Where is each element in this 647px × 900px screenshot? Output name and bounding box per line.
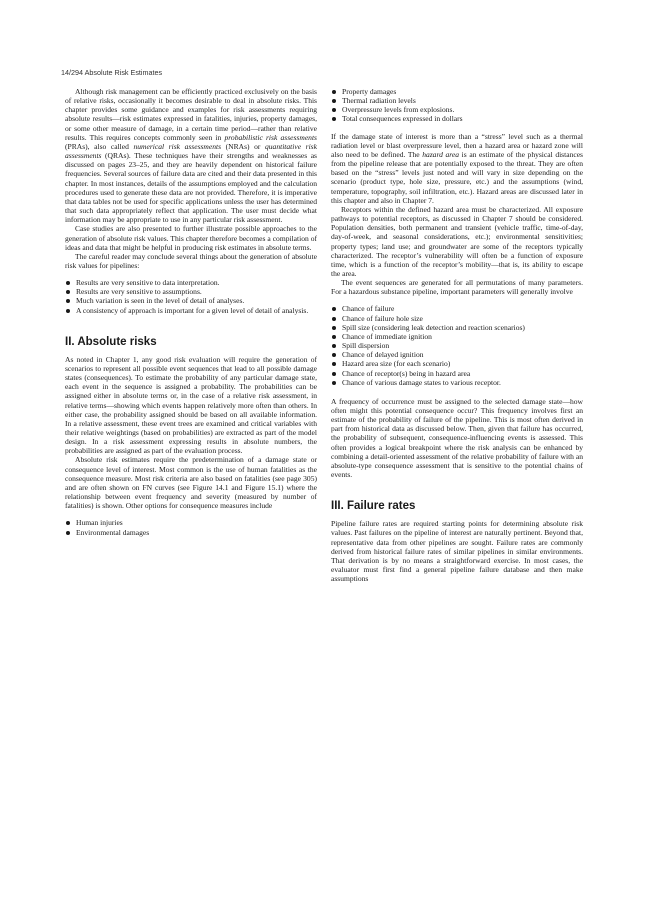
- intro-paragraph: Although risk management can be efficiently practiced exclusively on the basis of relative risks, occasionally it becomes desirable to deal in absolute risks. This chapter provides some guidance and examples for risk assessments requiring absolute results—risk estimates expressed in fatalities, injuries, property damages, or some other measure of damage, in a certain time period—rather than relative results. This requires concepts commonly seen in probabilistic risk assessments (PRAs), also called numerical risk assessments (NRAs) or quantitative risk assessments (QRAs). These techniques have their strengths and weaknesses as discussed on pages 23–25, and they are heavily dependent on historical failure frequencies. Several sources of failure data are cited and their data presented in this chapter. In most instances, details of the assumptions employed and the calculation procedures used to generate these data are not provided. Therefore, it is imperative that data tables not be used for specific applications unless the user has determined that such data appropriately reflect that application. The user must decide what information may be appropriate to use in any particular risk assessment.: [65, 87, 317, 225]
- receptors-paragraph: Receptors within the defined hazard area must be characterized. All exposure pathways to potential receptors, as discussed in Chapter 7 should be considered. Population densities, both permanent and transient (vehicle traffic, time-of-day, day-of-week, and seasonal considerations, etc.); environmental sensitivities; property types; land use; and groundwater are some of the receptors typically characterized. The receptor’s vulnerability will often be a function of exposure time, which is a function of the receptor’s mobility—that is, its ability to escape the area.: [331, 204, 583, 278]
- right-column: [331, 87, 583, 583]
- conclusions-list: [65, 278, 317, 315]
- list-item: A consistency of approach is important for a given level of detail of analysis.: [65, 306, 317, 315]
- list-item: Hazard area size (for each scenario): [331, 359, 583, 368]
- list-item: Spill size (considering leak detection and reaction scenarios): [331, 323, 583, 332]
- section-heading-failure-rates: III. Failure rates: [331, 500, 416, 513]
- running-head: 14/294 Absolute Risk Estimates: [61, 68, 163, 77]
- case-studies-paragraph: Case studies are also presented to further illustrate possible approaches to the generation of absolute risk values. This chapter therefore becomes a compilation of ideas and data that might be helpful in producing risk estimates in absolute terms.: [65, 224, 317, 252]
- list-item: Results are very sensitive to data interpretation.: [65, 278, 317, 287]
- list-item: Thermal radiation levels: [331, 96, 583, 105]
- section-heading-absolute-risks: II. Absolute risks: [65, 335, 157, 348]
- hazard-area-paragraph: If the damage state of interest is more than a “stress” level such as a thermal radiation level or blast overpressure level, then a hazard area or hazard zone will also need to be defined. The hazard area is an estimate of the physical distances from the pipeline release that are potentially exposed to the threat. They are often based on the “stress” levels just noted and will vary in size depending on the scenario (product type, hole size, pressure, etc.) and the assumptions (wind, temperature, topography, soil infiltration, etc.). Hazard areas are discussed later in this chapter and also in Chapter 7.: [331, 131, 583, 205]
- list-item: Chance of immediate ignition: [331, 332, 583, 341]
- frequency-paragraph: A frequency of occurrence must be assigned to the selected damage state—how often might this potential consequence occur? This frequency involves first an estimate of the probability of failure of the pipeline. This is most often derived in part from historical data as discussed below. Then, given that failure has occurred, the probability of subsequent, consequence-influencing events is assessed. This often provides a logical breakpoint where the risk analysis can be enhanced by combining a detail-oriented assessment of the relative probability of failure with an absolute-type consequence assessment that is sensitive to the potential chains of events.: [331, 396, 583, 480]
- list-item: Property damages: [331, 87, 583, 96]
- consequence-measures-list: [65, 518, 317, 536]
- list-item: Spill dispersion: [331, 341, 583, 350]
- list-item: Environmental damages: [65, 528, 317, 537]
- parameters-list: [331, 304, 583, 386]
- list-item: Chance of receptor(s) being in hazard area: [331, 369, 583, 378]
- left-column: [65, 87, 317, 537]
- consequence-measures-list-continued: [331, 87, 583, 124]
- scenarios-paragraph: As noted in Chapter 1, any good risk evaluation will require the generation of scenarios to represent all possible event sequences that lead to all possible damage states (consequences). To estimate the probability of any particular damage state, each event in the sequence is assigned a probability. The probabilities can be assigned either in absolute terms or, in the case of a relative risk assessment, in relative terms—showing which events happen relatively more often than others. In either case, the probability assigned should be based on all available information. In a relative assessment, these event trees are examined and critical variables with their relative weightings (based on probabilities) are extracted as part of the model design. In a risk assessment expressing results in absolute numbers, the probabilities are assigned as part of the evaluation process.: [65, 354, 317, 456]
- predetermination-paragraph: Absolute risk estimates require the predetermination of a damage state or consequence level of interest. Most common is the use of human fatalities as the consequence measure. Most risk criteria are also based on fatalities (see page 305) and are often shown on FN curves (see Figure 14.1 and Figure 15.1) where the relationship between event frequency and severity (measured by number of fatalities) is shown. Other options for consequence measures include: [65, 455, 317, 511]
- list-item: Total consequences expressed in dollars: [331, 114, 583, 123]
- list-item: Chance of various damage states to various receptor.: [331, 378, 583, 387]
- list-item: Chance of failure hole size: [331, 314, 583, 323]
- list-item: Overpressure levels from explosions.: [331, 105, 583, 114]
- list-item: Chance of delayed ignition: [331, 350, 583, 359]
- failure-rates-paragraph: Pipeline failure rates are required starting points for determining absolute risk values. Past failures on the pipeline of interest are naturally pertinent. Beyond that, representative data from other pipelines are sought. Failure rates are commonly derived from historical failure rates of similar pipelines in similar environments. That derivation is by no means a straightforward exercise. In most cases, the evaluator must first find a general pipeline failure database and then make assumptions: [331, 519, 583, 584]
- list-item: Human injuries: [65, 518, 317, 527]
- event-sequences-paragraph: The event sequences are generated for all permutations of many parameters. For a hazardous substance pipeline, important parameters will generally involve: [331, 278, 583, 297]
- careful-reader-paragraph: The careful reader may conclude several things about the generation of absolute risk values for pipelines:: [65, 251, 317, 270]
- list-item: Results are very sensitive to assumptions.: [65, 287, 317, 296]
- list-item: Chance of failure: [331, 304, 583, 313]
- list-item: Much variation is seen in the level of detail of analyses.: [65, 296, 317, 305]
